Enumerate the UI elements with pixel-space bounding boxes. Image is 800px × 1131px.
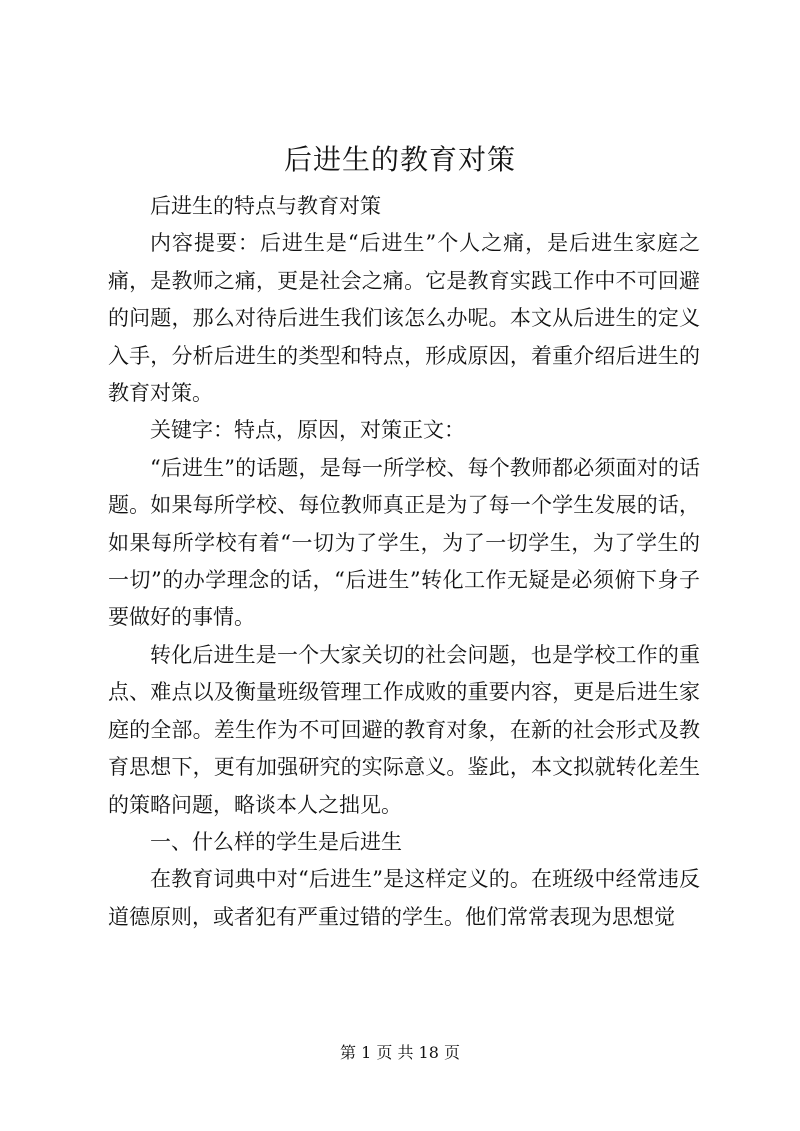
paragraph-keywords: 关键字：特点，原因，对策正文： xyxy=(150,418,465,443)
paragraph-abstract: 内容提要：后进生是“后进生”个人之痛，是后进生家庭之痛，是教师之痛，更是社会之痛。它是教育实践工作中不可回避的问题，那么对待后进生我们该怎么办呢。本文从后进生的定义入手，分析后进生的类型和特点，形成原因，着重介绍后进生的教育对策。 xyxy=(108,231,700,406)
page-footer: 第 1 页 共 18 页 xyxy=(340,1043,460,1062)
document-body xyxy=(108,188,700,936)
paragraph-body: 在教育词典中对“后进生”是这样定义的。在班级中经常违反道德原则，或者犯有严重过错的学生。他们常常表现为思想觉 xyxy=(108,867,700,929)
paragraph-body: “后进生”的话题，是每一所学校、每个教师都必须面对的话题。如果每所学校、每位教师真正是为了每一个学生发展的话，如果每所学校有着“一切为了学生，为了一切学生，为了学生的一切”的办学理念的话，“后进生”转化工作无疑是必须俯下身子要做好的事情。 xyxy=(108,455,700,630)
paragraph-subtitle: 后进生的特点与教育对策 xyxy=(150,194,381,218)
section-heading: 一、什么样的学生是后进生 xyxy=(150,829,402,854)
document-title: 后进生的教育对策 xyxy=(283,143,516,176)
paragraph-body: 转化后进生是一个大家关切的社会问题，也是学校工作的重点、难点以及衡量班级管理工作成败的重要内容，更是后进生家庭的全部。差生作为不可回避的教育对象，在新的社会形式及教育思想下，更有加强研究的实际意义。鉴此，本文拟就转化差生的策略问题，略谈本人之拙见。 xyxy=(108,642,700,817)
